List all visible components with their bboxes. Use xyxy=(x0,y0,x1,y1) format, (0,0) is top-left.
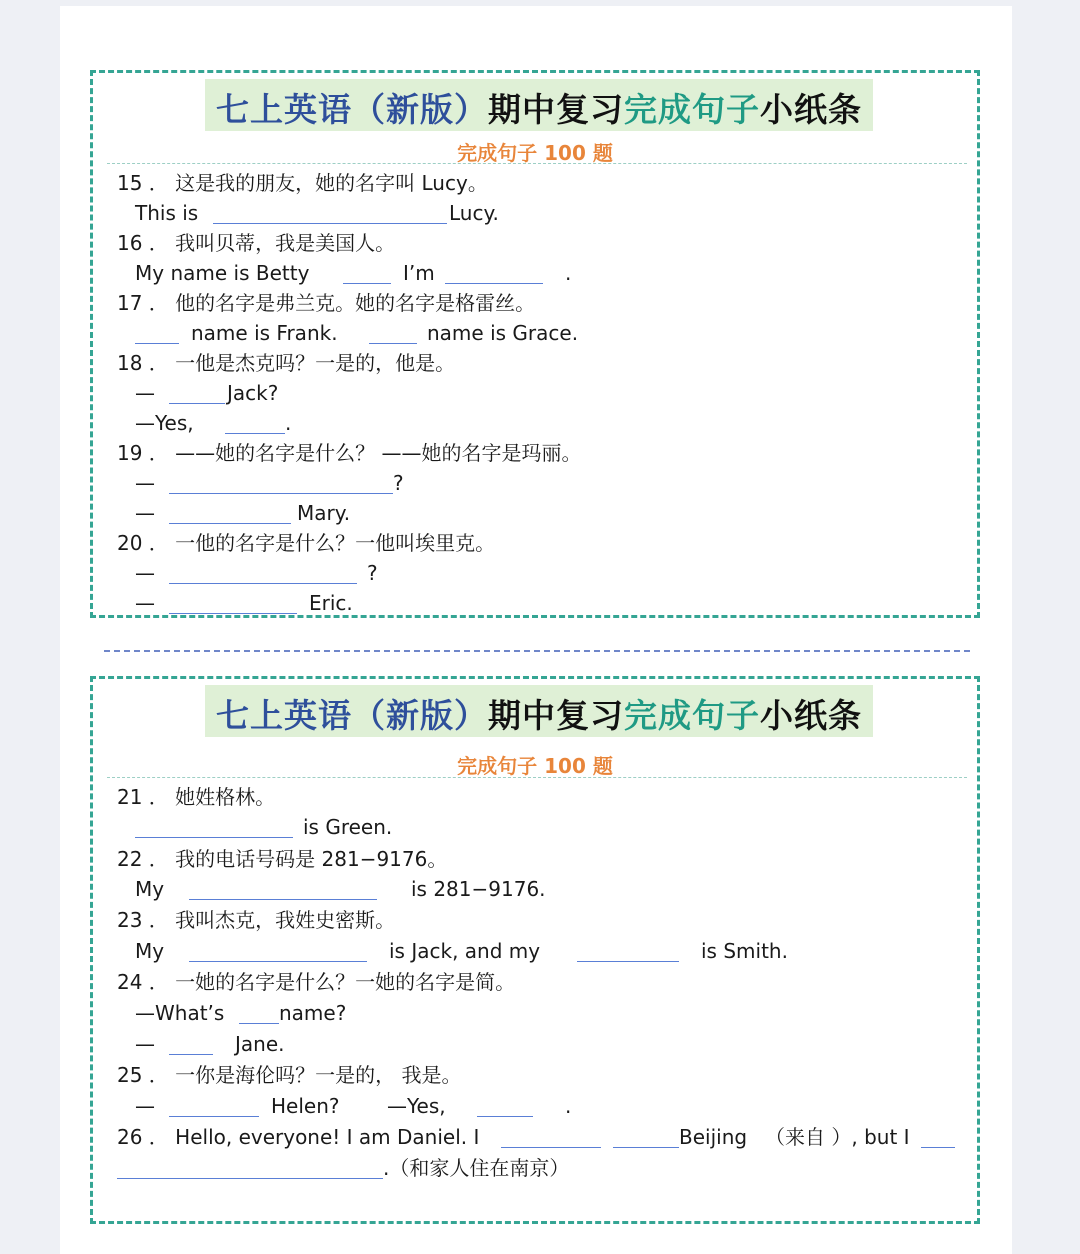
question-16: 16 ． 我叫贝蒂，我是美国人。 xyxy=(117,231,396,255)
question-21: 21 ． 她姓格林。 xyxy=(117,785,276,809)
blank-20-2[interactable] xyxy=(169,613,297,614)
question-18: 18 ． 一他是杰克吗？一是的，他是。 xyxy=(117,351,456,375)
answer-18-2: —Yes, xyxy=(135,411,194,435)
question-26: 26 ． Hello, everyone! I am Daniel. I xyxy=(117,1125,480,1149)
blank-17-2[interactable] xyxy=(369,343,417,344)
answer-19-2: Mary. xyxy=(297,501,351,525)
answer-23-tail: is Smith. xyxy=(701,939,788,963)
answer-19-1: ? xyxy=(393,471,404,495)
answer-24-lead: —What’s xyxy=(135,1001,225,1025)
answer-17-mid: name is Frank. xyxy=(191,321,338,345)
blank-16-1[interactable] xyxy=(343,283,391,284)
blank-18-1[interactable] xyxy=(169,403,225,404)
answer-23-lead: My xyxy=(135,939,165,963)
title-part-3: 完成句子 xyxy=(624,696,760,735)
worksheet-card-1 xyxy=(90,70,980,618)
answer-19-dash-2: — xyxy=(135,501,155,525)
title-band xyxy=(205,685,873,737)
answer-22-tail: is 281−9176. xyxy=(411,877,546,901)
title-part-1: 七上英语（新版） xyxy=(216,90,488,129)
blank-21-1[interactable] xyxy=(135,837,293,838)
answer-18-1: Jack? xyxy=(227,381,279,405)
answer-24-tail: Jane. xyxy=(235,1032,285,1056)
title-part-2: 期中复习 xyxy=(488,90,624,129)
blank-19-2[interactable] xyxy=(169,523,291,524)
question-17: 17 ． 他的名字是弗兰克。她的名字是格雷丝。 xyxy=(117,291,536,315)
question-20: 20 ． 一他的名字是什么？一他叫埃里克。 xyxy=(117,531,496,555)
divider xyxy=(107,163,967,164)
divider xyxy=(107,777,967,778)
title-part-1: 七上英语（新版） xyxy=(216,696,488,735)
page-title xyxy=(205,84,873,131)
blank-24-1[interactable] xyxy=(239,1023,279,1024)
question-19: 19 ． ——她的名字是什么？ ——她的名字是玛丽。 xyxy=(117,441,582,465)
title-part-4: 小纸条 xyxy=(760,90,862,129)
question-15: 15 ． 这是我的朋友，她的名字叫 Lucy。 xyxy=(117,171,488,195)
blank-25-1[interactable] xyxy=(169,1116,259,1117)
blank-20-1[interactable] xyxy=(169,583,357,584)
title-part-4: 小纸条 xyxy=(760,696,862,735)
subtitle: 完成句子 100 题 xyxy=(457,754,613,778)
blank-19-1[interactable] xyxy=(169,493,393,494)
answer-26-mid: Beijing xyxy=(679,1125,748,1149)
title-part-3: 完成句子 xyxy=(624,90,760,129)
cut-line xyxy=(104,650,970,652)
subtitle: 完成句子 100 题 xyxy=(457,141,613,165)
title-band xyxy=(205,79,873,131)
answer-20-dash-1: — xyxy=(135,561,155,585)
question-25: 25 ． 一你是海伦吗？一是的， 我是。 xyxy=(117,1063,462,1087)
blank-26-4[interactable] xyxy=(117,1178,383,1179)
answer-16-end: . xyxy=(565,261,572,285)
blank-26-2[interactable] xyxy=(613,1147,679,1148)
answer-22-lead: My xyxy=(135,877,165,901)
blank-18-2[interactable] xyxy=(225,433,285,434)
page-title xyxy=(205,690,873,737)
answer-25-dash: — xyxy=(135,1094,155,1118)
answer-18-dash: — xyxy=(135,381,155,405)
answer-17-tail: name is Grace. xyxy=(427,321,579,345)
question-23: 23 ． 我叫杰克，我姓史密斯。 xyxy=(117,908,396,932)
blank-24-2[interactable] xyxy=(169,1054,213,1055)
answer-21-tail: is Green. xyxy=(303,815,393,839)
answer-16-lead: My name is Betty xyxy=(135,261,310,285)
answer-16-mid: I’m xyxy=(403,261,435,285)
answer-19-dash-1: — xyxy=(135,471,155,495)
title-part-2: 期中复习 xyxy=(488,696,624,735)
blank-23-1[interactable] xyxy=(189,961,367,962)
answer-23-mid: is Jack, and my xyxy=(389,939,541,963)
blank-16-2[interactable] xyxy=(445,283,543,284)
question-22: 22 ． 我的电话号码是 281−9176。 xyxy=(117,847,448,871)
blank-15-1[interactable] xyxy=(213,223,447,224)
worksheet-card-2 xyxy=(90,676,980,1224)
blank-25-2[interactable] xyxy=(477,1116,533,1117)
blank-22-1[interactable] xyxy=(189,899,377,900)
blank-26-1[interactable] xyxy=(501,1147,601,1148)
answer-24-dash: — xyxy=(135,1032,155,1056)
answer-26-tail: .（和家人住在南京） xyxy=(383,1156,570,1180)
question-24: 24 ． 一她的名字是什么？一她的名字是简。 xyxy=(117,970,516,994)
answer-15-tail: Lucy. xyxy=(449,201,499,225)
answer-24-mid: name? xyxy=(279,1001,347,1025)
blank-23-2[interactable] xyxy=(577,961,679,962)
answer-25-1: Helen? xyxy=(271,1094,340,1118)
answer-20-dash-2: — xyxy=(135,591,155,615)
answer-25-2: —Yes, xyxy=(387,1094,446,1118)
blank-17-1[interactable] xyxy=(135,343,179,344)
blank-26-3[interactable] xyxy=(921,1147,955,1148)
answer-18-end: . xyxy=(285,411,292,435)
answer-25-end: . xyxy=(565,1094,572,1118)
answer-20-2: Eric. xyxy=(309,591,353,615)
answer-20-1: ? xyxy=(367,561,378,585)
answer-15-lead: This is xyxy=(135,201,199,225)
answer-26-hint: （来自 ）, but I xyxy=(765,1125,910,1149)
